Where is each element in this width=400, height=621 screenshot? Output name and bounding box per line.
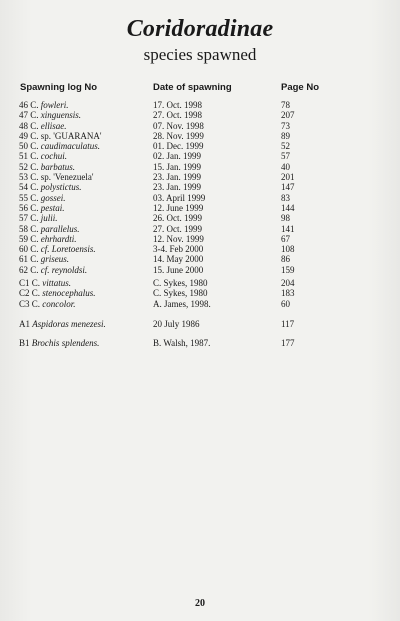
page-reference: 144 — [281, 202, 295, 213]
table-row — [0, 318, 400, 330]
log-number: 59 — [19, 233, 28, 244]
c-series-log-group — [0, 278, 400, 309]
log-number: 51 — [19, 151, 28, 162]
log-entry — [19, 234, 77, 244]
table-row — [0, 151, 400, 161]
spawning-date: 26. Oct. 1999 — [153, 213, 202, 224]
page-reference: 67 — [281, 233, 290, 244]
log-entry — [19, 318, 106, 330]
log-entry — [19, 244, 96, 254]
species-name: ellisae. — [40, 120, 67, 131]
log-number: 62 — [19, 264, 28, 275]
page-reference: 159 — [281, 264, 295, 275]
page-title: Coridoradinae — [126, 16, 274, 42]
log-number: 54 — [19, 182, 28, 193]
table-row — [0, 172, 400, 182]
species-name: gossei. — [40, 192, 66, 203]
species-name: julii. — [40, 213, 58, 224]
page-reference: 204 — [281, 278, 295, 288]
log-number: 46 — [19, 100, 28, 110]
table-row — [0, 193, 400, 203]
log-entry — [19, 141, 100, 151]
spawning-date: 27. Oct. 1998 — [153, 110, 202, 121]
spawning-date: 3-4. Feb 2000 — [153, 244, 204, 255]
log-number: 47 — [19, 110, 28, 121]
table-row — [0, 278, 400, 288]
species-name: menezesi. — [71, 319, 106, 329]
spawning-date: 15. June 2000 — [153, 264, 204, 275]
genus-name: C. — [30, 202, 39, 213]
table-row — [0, 299, 400, 309]
species-name: fowleri. — [40, 100, 69, 110]
genus-name: Aspidoras — [32, 319, 69, 329]
genus-name: C. — [30, 120, 39, 131]
genus-name: C. — [30, 213, 39, 224]
genus-name: C. — [30, 100, 39, 110]
log-entry — [19, 172, 94, 182]
species-name: sp. 'GUARANA' — [40, 130, 102, 141]
table-row — [0, 121, 400, 131]
log-number: 48 — [19, 120, 28, 131]
spawning-date: 23. Jan. 1999 — [153, 172, 201, 183]
genus-name: C. — [30, 254, 39, 265]
log-entry — [19, 110, 81, 120]
genus-name: C. — [30, 233, 39, 244]
genus-name: C. — [30, 172, 39, 183]
brochis-log-group — [0, 337, 400, 349]
log-entry — [19, 151, 67, 161]
species-name: polystictus. — [40, 182, 82, 193]
page-subtitle: species spawned — [143, 45, 257, 64]
log-number: 50 — [19, 141, 28, 152]
page-reference: 60 — [281, 298, 290, 309]
spawning-date: B. Walsh, 1987. — [153, 338, 211, 348]
species-name: griseus. — [40, 254, 70, 265]
genus-name: C. — [30, 141, 39, 152]
table-row — [0, 234, 400, 244]
log-entry — [19, 213, 58, 223]
spawning-date: 12. Nov. 1999 — [153, 233, 204, 244]
table-row — [0, 141, 400, 151]
species-name: barbatus. — [40, 161, 76, 172]
page-reference: 52 — [281, 141, 290, 152]
page-reference: 177 — [281, 338, 295, 348]
log-number: 58 — [19, 223, 28, 234]
spawning-date: 20 July 1986 — [153, 319, 200, 329]
log-number: 61 — [19, 254, 28, 265]
spawning-date: 03. April 1999 — [153, 192, 206, 203]
log-number: 49 — [19, 130, 28, 141]
spawning-date: 02. Jan. 1999 — [153, 151, 201, 162]
spawning-date: 01. Dec. 1999 — [153, 141, 204, 152]
genus-name: C. — [30, 192, 39, 203]
aspidoras-log-group — [0, 318, 400, 330]
log-number: A1 — [19, 319, 30, 329]
log-entry — [19, 254, 69, 264]
spawning-date: A. James, 1998. — [153, 298, 211, 309]
genus-name: C. — [31, 288, 41, 299]
genus-name: C. — [30, 110, 39, 121]
genus-name: C. — [30, 161, 39, 172]
table-row — [0, 182, 400, 192]
table-row — [0, 265, 400, 275]
spawning-date: 07. Nov. 1998 — [153, 120, 204, 131]
genus-name: C. — [30, 244, 39, 255]
page-reference: 201 — [281, 172, 295, 183]
page-reference: 73 — [281, 120, 290, 131]
spawning-date: 27. Oct. 1999 — [153, 223, 202, 234]
page-reference: 117 — [281, 319, 295, 329]
spawning-date: C. Sykes, 1980 — [153, 288, 208, 299]
corydoras-log-group — [0, 100, 400, 275]
species-name: splendens. — [61, 338, 100, 348]
table-row — [0, 100, 400, 110]
log-entry — [19, 337, 99, 349]
page-reference: 98 — [281, 213, 290, 224]
log-number: 52 — [19, 161, 28, 172]
species-name: cf. reynoldsi. — [40, 264, 88, 275]
log-entry — [19, 265, 87, 275]
log-entry — [19, 131, 102, 141]
table-row — [0, 213, 400, 223]
species-name: pestai. — [40, 202, 65, 213]
log-entry — [19, 162, 75, 172]
page-reference: 83 — [281, 192, 290, 203]
genus-name: Brochis — [31, 338, 60, 348]
species-name: caudimaculatus. — [40, 141, 101, 152]
log-entry — [19, 288, 96, 298]
table-row — [0, 203, 400, 213]
log-number: B1 — [19, 338, 30, 348]
log-number: 60 — [19, 244, 28, 255]
log-entry — [19, 203, 65, 213]
column-header-page: Page No — [281, 82, 320, 93]
table-row — [0, 224, 400, 234]
genus-name: C. — [31, 298, 41, 309]
genus-name: C. — [31, 278, 41, 288]
table-row — [0, 337, 400, 349]
table-row — [0, 288, 400, 298]
species-name: vittatus. — [42, 278, 72, 288]
spawning-date: 17. Oct. 1998 — [153, 100, 202, 110]
species-name: cochui. — [40, 151, 68, 162]
spawning-date: C. Sykes, 1980 — [153, 278, 208, 288]
log-entry — [19, 278, 71, 288]
log-number: 55 — [19, 192, 28, 203]
spawning-date: 15. Jan. 1999 — [153, 161, 201, 172]
spawning-date: 12. June 1999 — [153, 202, 204, 213]
species-name: cf. Loretoensis. — [40, 244, 96, 255]
log-number: C1 — [19, 278, 30, 288]
log-entry — [19, 224, 80, 234]
page-reference: 147 — [281, 182, 295, 193]
log-number: 53 — [19, 172, 28, 183]
page-reference: 108 — [281, 244, 295, 255]
genus-name: C. — [30, 182, 39, 193]
log-number: 57 — [19, 213, 28, 224]
page-reference: 207 — [281, 110, 295, 121]
log-entry — [19, 100, 69, 110]
genus-name: C. — [30, 264, 39, 275]
page-reference: 40 — [281, 161, 290, 172]
page-reference: 86 — [281, 254, 290, 265]
log-entry — [19, 121, 67, 131]
column-header-date: Date of spawning — [153, 82, 232, 93]
table-row — [0, 244, 400, 254]
column-header-log: Spawning log No — [20, 82, 98, 93]
table-row — [0, 110, 400, 120]
page-reference: 89 — [281, 130, 290, 141]
page-number: 20 — [195, 598, 205, 609]
species-name: ehrhardti. — [40, 233, 77, 244]
table-row — [0, 162, 400, 172]
log-entry — [19, 299, 76, 309]
spawning-date: 28. Nov. 1999 — [153, 130, 204, 141]
species-name: parallelus. — [40, 223, 80, 234]
log-entry — [19, 182, 82, 192]
species-name: concolor. — [42, 298, 76, 309]
page-reference: 141 — [281, 223, 295, 234]
spawning-date: 23. Jan. 1999 — [153, 182, 201, 193]
page-reference: 183 — [281, 288, 295, 299]
log-number: C2 — [19, 288, 30, 299]
genus-name: C. — [30, 151, 39, 162]
table-row — [0, 131, 400, 141]
spawning-date: 14. May 2000 — [153, 254, 204, 265]
species-name: sp. 'Venezuela' — [40, 172, 94, 183]
genus-name: C. — [30, 223, 39, 234]
table-row — [0, 254, 400, 264]
log-number: 56 — [19, 202, 28, 213]
page-reference: 57 — [281, 151, 290, 162]
genus-name: C. — [30, 130, 39, 141]
log-number: C3 — [19, 298, 30, 309]
page-reference: 78 — [281, 100, 290, 110]
log-entry — [19, 193, 66, 203]
species-name: xinguensis. — [40, 110, 82, 121]
species-name: stenocephalus. — [42, 288, 96, 299]
